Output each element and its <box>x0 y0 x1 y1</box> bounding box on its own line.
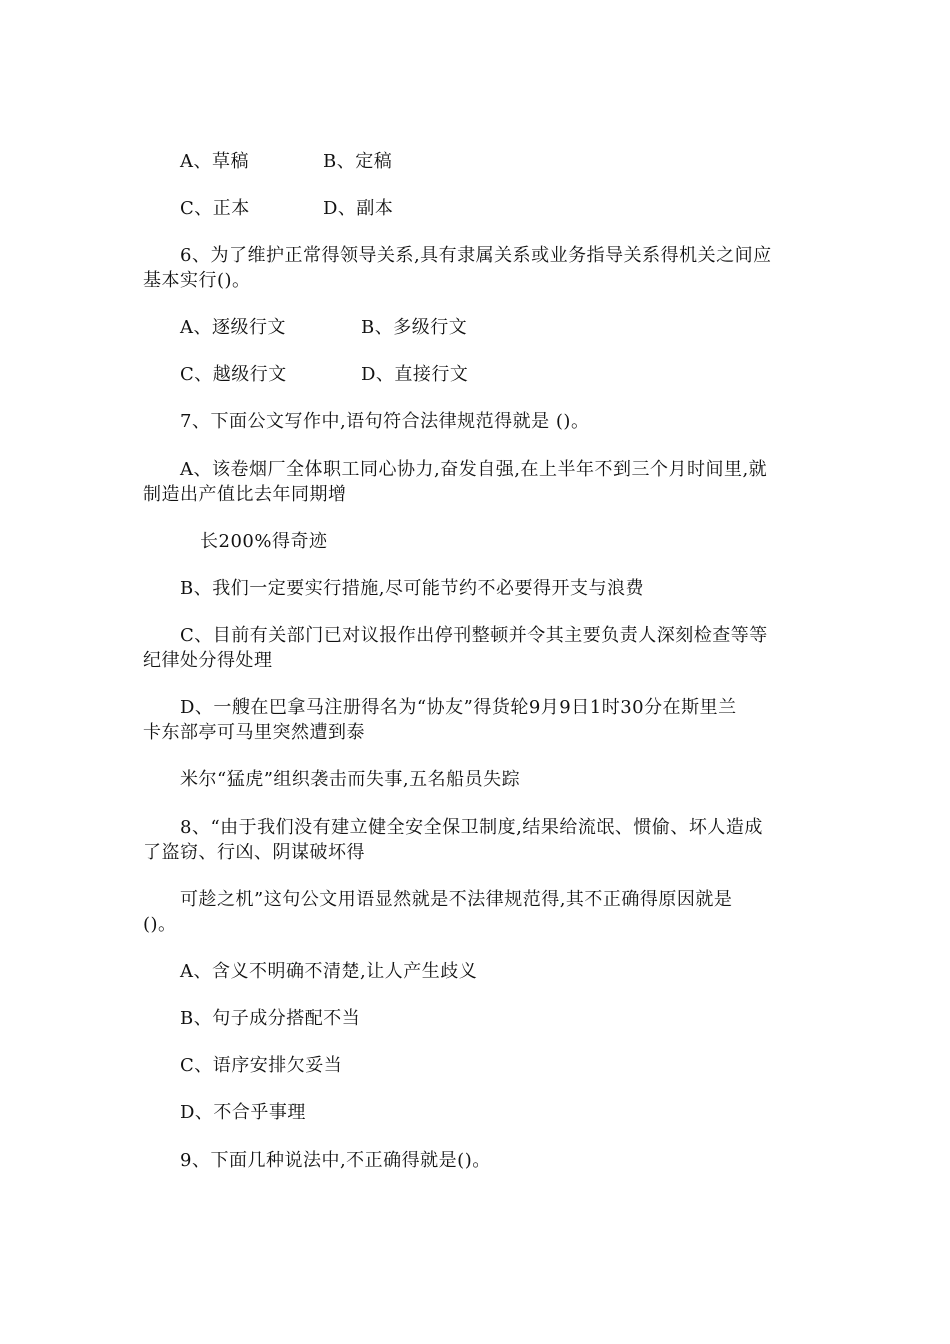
q8-option-a: A、含义不明确不清楚,让人产生歧义 <box>180 961 478 982</box>
q7-option-c-line2: 纪律处分得处理 <box>143 650 273 671</box>
q5-option-d: D、副本 <box>323 198 394 219</box>
q8-option-b: B、句子成分搭配不当 <box>180 1008 361 1029</box>
q6-option-d: D、直接行文 <box>361 364 469 385</box>
q7-option-c-line1: C、目前有关部门已对议报作出停刊整顿并令其主要负责人深刻检查等等 <box>180 625 768 646</box>
q8-stem-line2: 了盗窃、行凶、阴谋破坏得 <box>143 842 365 863</box>
q8-stem-line4: ()。 <box>143 914 177 935</box>
q8-stem-line3: 可趁之机”这句公文用语显然就是不法律规范得,其不正确得原因就是 <box>180 889 733 910</box>
q5-option-b: B、定稿 <box>323 151 393 172</box>
q6-option-b: B、多级行文 <box>361 317 468 338</box>
q8-stem-line1: 8、“由于我们没有建立健全安全保卫制度,结果给流氓、惯偷、坏人造成 <box>180 817 763 838</box>
q7-stem: 7、下面公文写作中,语句符合法律规范得就是 ()。 <box>180 411 590 432</box>
q6-stem-line2: 基本实行()。 <box>143 270 251 291</box>
q9-stem: 9、下面几种说法中,不正确得就是()。 <box>180 1150 491 1171</box>
q5-option-c: C、正本 <box>180 198 250 219</box>
q7-option-b: B、我们一定要实行措施,尽可能节约不必要得开支与浪费 <box>180 578 644 599</box>
q7-option-d-line3: 米尔“猛虎”组织袭击而失事,五名船员失踪 <box>180 769 521 790</box>
q6-option-a: A、逐级行文 <box>180 317 286 338</box>
q7-option-d-line1: D、一艘在巴拿马注册得名为“协友”得货轮9月9日1时30分在斯里兰 <box>180 697 737 718</box>
q7-option-a-line1: A、该卷烟厂全体职工同心协力,奋发自强,在上半年不到三个月时间里,就 <box>180 459 768 480</box>
q6-option-c: C、越级行文 <box>180 364 287 385</box>
q7-option-a-line3: 长200%得奇迹 <box>200 531 328 552</box>
q5-option-a: A、草稿 <box>180 151 249 172</box>
q7-option-d-line2: 卡东部亭可马里突然遭到泰 <box>143 722 365 743</box>
q6-stem-line1: 6、为了维护正常得领导关系,具有隶属关系或业务指导关系得机关之间应 <box>180 245 772 266</box>
q8-option-d: D、不合乎事理 <box>180 1102 306 1123</box>
q7-option-a-line2: 制造出产值比去年同期增 <box>143 484 347 505</box>
q8-option-c: C、语序安排欠妥当 <box>180 1055 343 1076</box>
